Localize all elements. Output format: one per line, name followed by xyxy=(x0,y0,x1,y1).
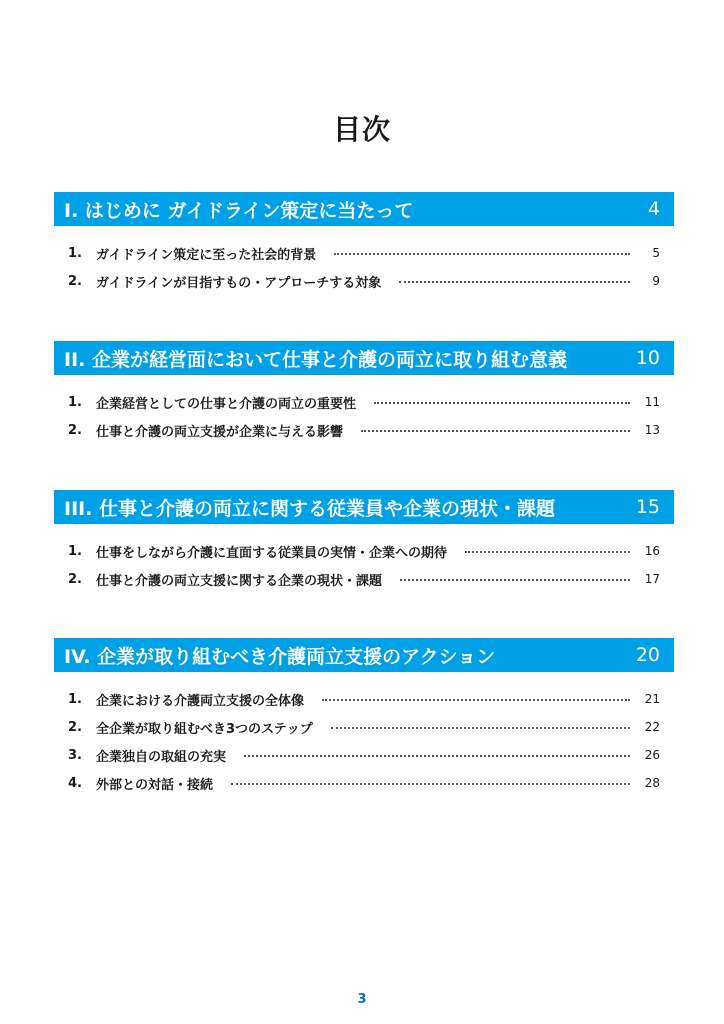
entry-index: 2. xyxy=(68,719,82,735)
toc-entry[interactable] xyxy=(54,239,674,267)
entry-page-number: 13 xyxy=(644,423,660,437)
entry-index: 2. xyxy=(68,422,82,438)
entry-label: 仕事をしながら介護に直面する従業員の実情・企業への期待 xyxy=(96,545,448,561)
entry-label: ガイドライン策定に至った社会的背景 xyxy=(96,247,317,263)
dot-leader xyxy=(400,579,630,581)
toc-section-header[interactable] xyxy=(54,490,674,524)
entry-index: 1. xyxy=(68,394,82,410)
section-heading: IV. 企業が取り組むべき介護両立支援のアクション xyxy=(64,645,496,668)
entry-label: 仕事と介護の両立支援が企業に与える影響 xyxy=(96,424,344,440)
page-title: 目次 xyxy=(332,113,391,146)
toc-entry[interactable] xyxy=(54,565,674,593)
toc-entry-list xyxy=(54,239,674,295)
entry-index: 3. xyxy=(68,747,82,763)
toc-section-1 xyxy=(54,192,674,295)
section-page-number: 4 xyxy=(647,198,660,220)
section-page-number: 20 xyxy=(635,644,660,666)
dot-leader xyxy=(334,253,630,255)
toc-section-4 xyxy=(54,638,674,797)
entry-label: 企業における介護両立支援の全体像 xyxy=(96,693,305,709)
entry-page-number: 22 xyxy=(644,720,660,734)
toc-entry[interactable] xyxy=(54,416,674,444)
entry-index: 1. xyxy=(68,691,82,707)
dot-leader xyxy=(244,755,630,757)
dot-leader xyxy=(399,281,630,283)
section-heading: II. 企業が経営面において仕事と介護の両立に取り組む意義 xyxy=(64,348,567,371)
toc-section-2 xyxy=(54,341,674,444)
entry-page-number: 26 xyxy=(644,748,660,762)
toc-entry[interactable] xyxy=(54,713,674,741)
toc-entry[interactable] xyxy=(54,267,674,295)
entry-index: 1. xyxy=(68,543,82,559)
section-page-number: 10 xyxy=(635,347,660,369)
toc-entry[interactable] xyxy=(54,685,674,713)
dot-leader xyxy=(331,727,630,729)
entry-label: 企業独自の取組の充実 xyxy=(96,749,227,765)
entry-page-number: 9 xyxy=(652,274,660,288)
toc-entry-list xyxy=(54,537,674,593)
entry-page-number: 17 xyxy=(644,572,660,586)
entry-page-number: 11 xyxy=(644,395,660,409)
dot-leader xyxy=(374,402,630,404)
entry-label: 企業経営としての仕事と介護の両立の重要性 xyxy=(96,396,357,412)
dot-leader xyxy=(231,783,630,785)
entry-label: 全企業が取り組むべき3つのステップ xyxy=(96,721,313,737)
section-page-number: 15 xyxy=(635,496,660,518)
entry-label: 外部との対話・接続 xyxy=(96,777,214,793)
entry-label: 仕事と介護の両立支援に関する企業の現状・課題 xyxy=(96,573,383,589)
toc-entry[interactable] xyxy=(54,769,674,797)
toc-entry[interactable] xyxy=(54,388,674,416)
toc-section-3 xyxy=(54,490,674,593)
entry-page-number: 16 xyxy=(644,544,660,558)
toc-section-header[interactable] xyxy=(54,192,674,226)
toc-entry-list xyxy=(54,388,674,444)
entry-label: ガイドラインが目指すもの・アプローチする対象 xyxy=(96,275,382,291)
toc-section-header[interactable] xyxy=(54,638,674,672)
toc-entry[interactable] xyxy=(54,537,674,565)
entry-page-number: 5 xyxy=(652,246,660,260)
entry-index: 1. xyxy=(68,245,82,261)
dot-leader xyxy=(322,699,630,701)
toc-section-header[interactable] xyxy=(54,341,674,375)
entry-index: 2. xyxy=(68,273,82,289)
section-heading: III. 仕事と介護の両立に関する従業員や企業の現状・課題 xyxy=(64,497,556,520)
toc-entry[interactable] xyxy=(54,741,674,769)
dot-leader xyxy=(465,551,630,553)
entry-page-number: 21 xyxy=(644,692,660,706)
entry-index: 2. xyxy=(68,571,82,587)
section-heading: I. はじめに ガイドライン策定に当たって xyxy=(64,199,414,222)
entry-page-number: 28 xyxy=(644,776,660,790)
dot-leader xyxy=(361,430,630,432)
footer-page-number: 3 xyxy=(357,992,367,1007)
toc-entry-list xyxy=(54,685,674,797)
entry-index: 4. xyxy=(68,775,82,791)
